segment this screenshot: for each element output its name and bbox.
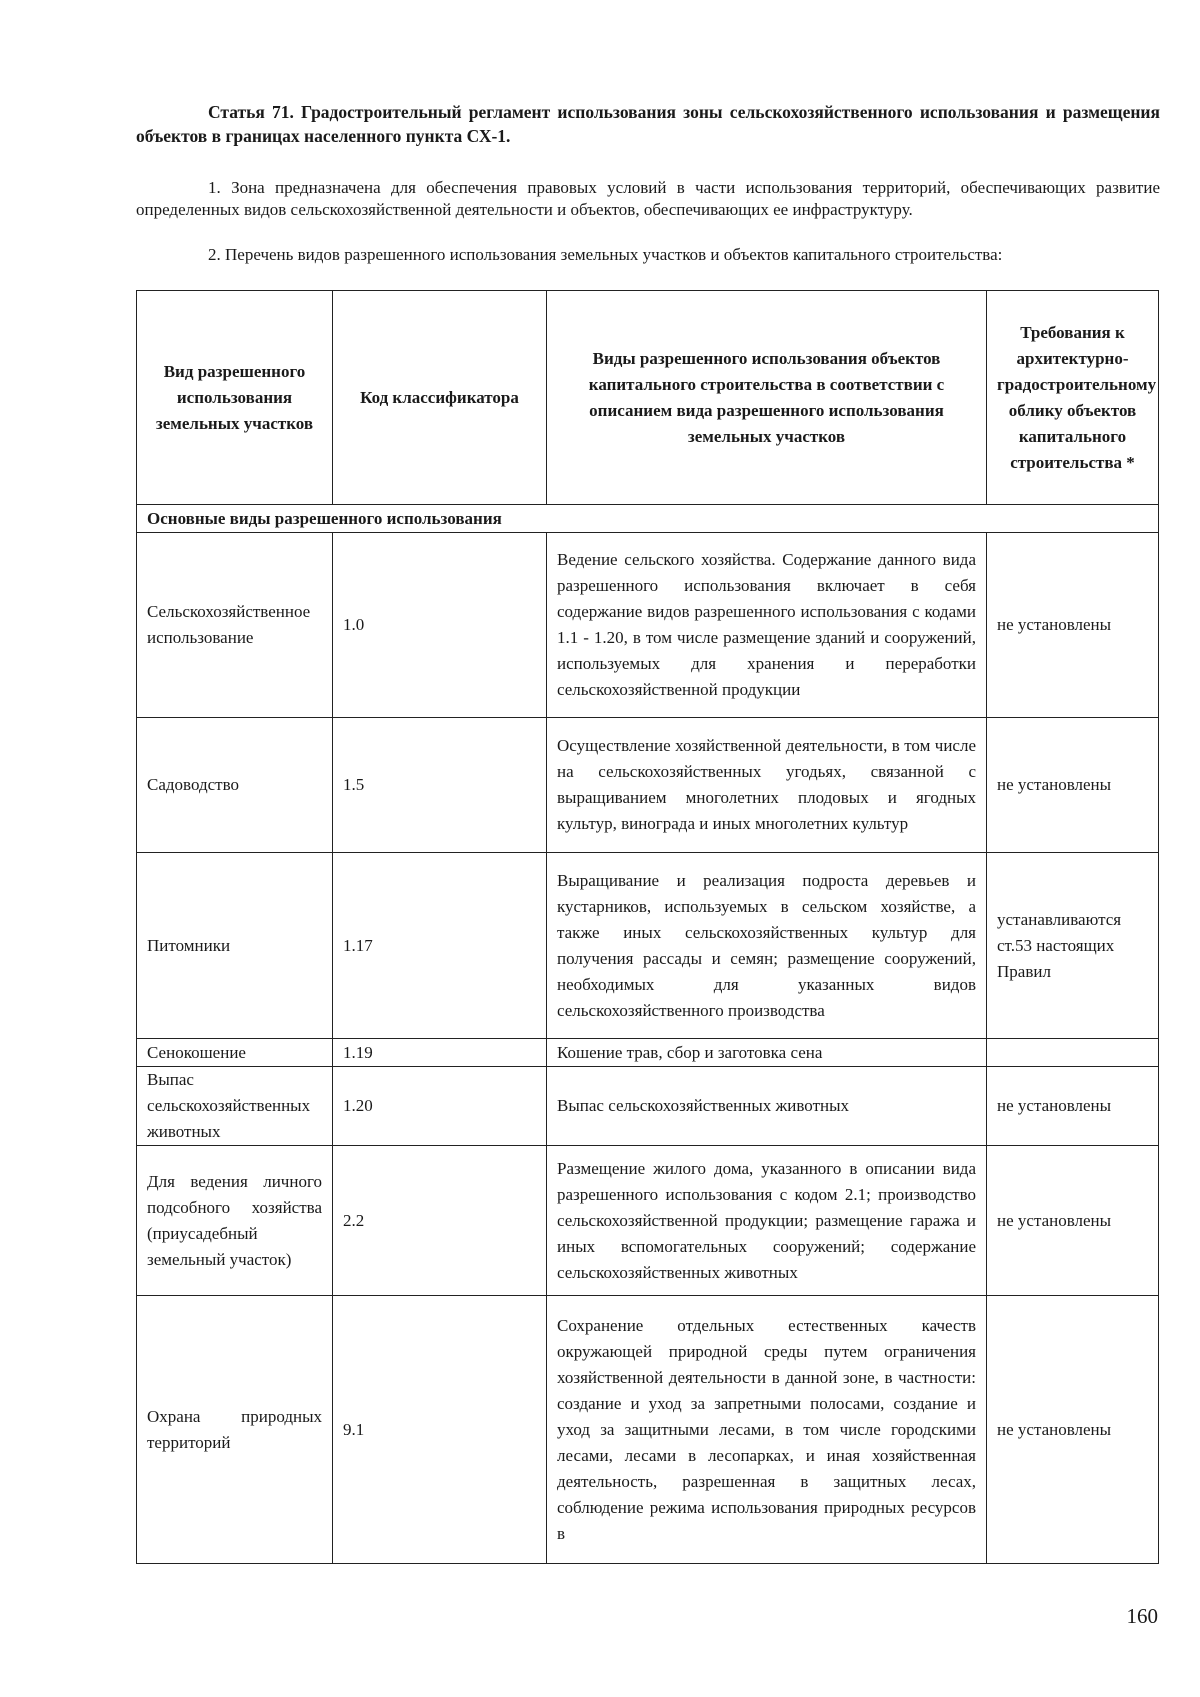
header-requirements: Требования к архитектурно-градостроительному облику объектов капитального строительства * <box>987 291 1159 505</box>
cell-description: Выращивание и реализация подроста деревьев и кустарников, используемых в сельском хозяйстве, а также иных сельскохозяйственных культур для получения рассады и семян; размещение сооружений, необходимых для указанных видов сельскохозяйственного производства <box>547 853 987 1039</box>
table-row <box>137 1039 1159 1067</box>
cell-code: 1.5 <box>333 718 547 853</box>
permitted-use-table <box>136 290 1159 1564</box>
cell-code: 1.19 <box>333 1039 547 1067</box>
cell-description: Ведение сельского хозяйства. Содержание данного вида разрешенного использования включает в себя содержание видов разрешенного использования с кодами 1.1 - 1.20, в том числе размещение зданий и сооружений, используемых для хранения и переработки сельскохозяйственной продукции <box>547 533 987 718</box>
cell-requirements: не установлены <box>987 533 1159 718</box>
cell-requirements: не установлены <box>987 1296 1159 1564</box>
cell-use: Сенокошение <box>137 1039 333 1067</box>
table-row <box>137 718 1159 853</box>
cell-description: Кошение трав, сбор и заготовка сена <box>547 1039 987 1067</box>
table-row <box>137 1067 1159 1146</box>
cell-requirements: не установлены <box>987 718 1159 853</box>
cell-requirements: не установлены <box>987 1146 1159 1296</box>
table-row <box>137 533 1159 718</box>
header-use: Вид разрешенного использования земельных участков <box>137 291 333 505</box>
header-code: Код классификатора <box>333 291 547 505</box>
cell-code: 2.2 <box>333 1146 547 1296</box>
article-title: Статья 71. Градостроительный регламент использования зоны сельскохозяйственного использования и размещения объектов в границах населенного пункта СХ-1. <box>136 102 1160 146</box>
cell-use: Охрана природных территорий <box>137 1296 333 1564</box>
cell-code: 1.20 <box>333 1067 547 1146</box>
cell-use: Питомники <box>137 853 333 1039</box>
page-number: 160 <box>1126 1604 1158 1628</box>
table-row <box>137 1296 1159 1564</box>
cell-use: Выпас сельскохозяйственных животных <box>137 1067 333 1146</box>
section-row <box>137 505 1159 533</box>
table-row <box>137 853 1159 1039</box>
cell-use: Садоводство <box>137 718 333 853</box>
cell-requirements: устанавливаются ст.53 настоящих Правил <box>987 853 1159 1039</box>
paragraph-2: 2. Перечень видов разрешенного использования земельных участков и объектов капитального строительства: <box>208 245 1003 264</box>
cell-code: 1.0 <box>333 533 547 718</box>
table-header-row <box>137 291 1159 505</box>
cell-description: Сохранение отдельных естественных качеств окружающей природной среды путем ограничения хозяйственной деятельности в данной зоне, в частности: создание и уход за запретными полосами, создание и уход за защитными лесами, в том числе городскими лесами, лесами в лесопарках, и иная хозяйственная деятельность, разрешенная в защитных лесах, соблюдение режима использования природных ресурсов в <box>547 1296 987 1564</box>
table-row <box>137 1146 1159 1296</box>
cell-description: Осуществление хозяйственной деятельности, в том числе на сельскохозяйственных угодьях, связанной с выращиванием многолетних плодовых и ягодных культур, винограда и иных многолетних культур <box>547 718 987 853</box>
cell-use: Сельскохозяйственное использование <box>137 533 333 718</box>
cell-requirements <box>987 1039 1159 1067</box>
cell-use: Для ведения личного подсобного хозяйства (приусадебный земельный участок) <box>137 1146 333 1296</box>
header-description: Виды разрешенного использования объектов капитального строительства в соответствии с описанием вида разрешенного использования земельных участков <box>547 291 987 505</box>
section-label: Основные виды разрешенного использования <box>137 505 1159 533</box>
cell-code: 9.1 <box>333 1296 547 1564</box>
paragraph-1: 1. Зона предназначена для обеспечения правовых условий в части использования территорий, обеспечивающих развитие определенных видов сельскохозяйственной деятельности и объектов, обеспечивающих ее инфраструктуру. <box>136 178 1160 219</box>
cell-description: Выпас сельскохозяйственных животных <box>547 1067 987 1146</box>
cell-requirements: не установлены <box>987 1067 1159 1146</box>
cell-code: 1.17 <box>333 853 547 1039</box>
cell-description: Размещение жилого дома, указанного в описании вида разрешенного использования с кодом 2.1; производство сельскохозяйственной продукции; размещение гаража и иных вспомогательных сооружений; содержание сельскохозяйственных животных <box>547 1146 987 1296</box>
